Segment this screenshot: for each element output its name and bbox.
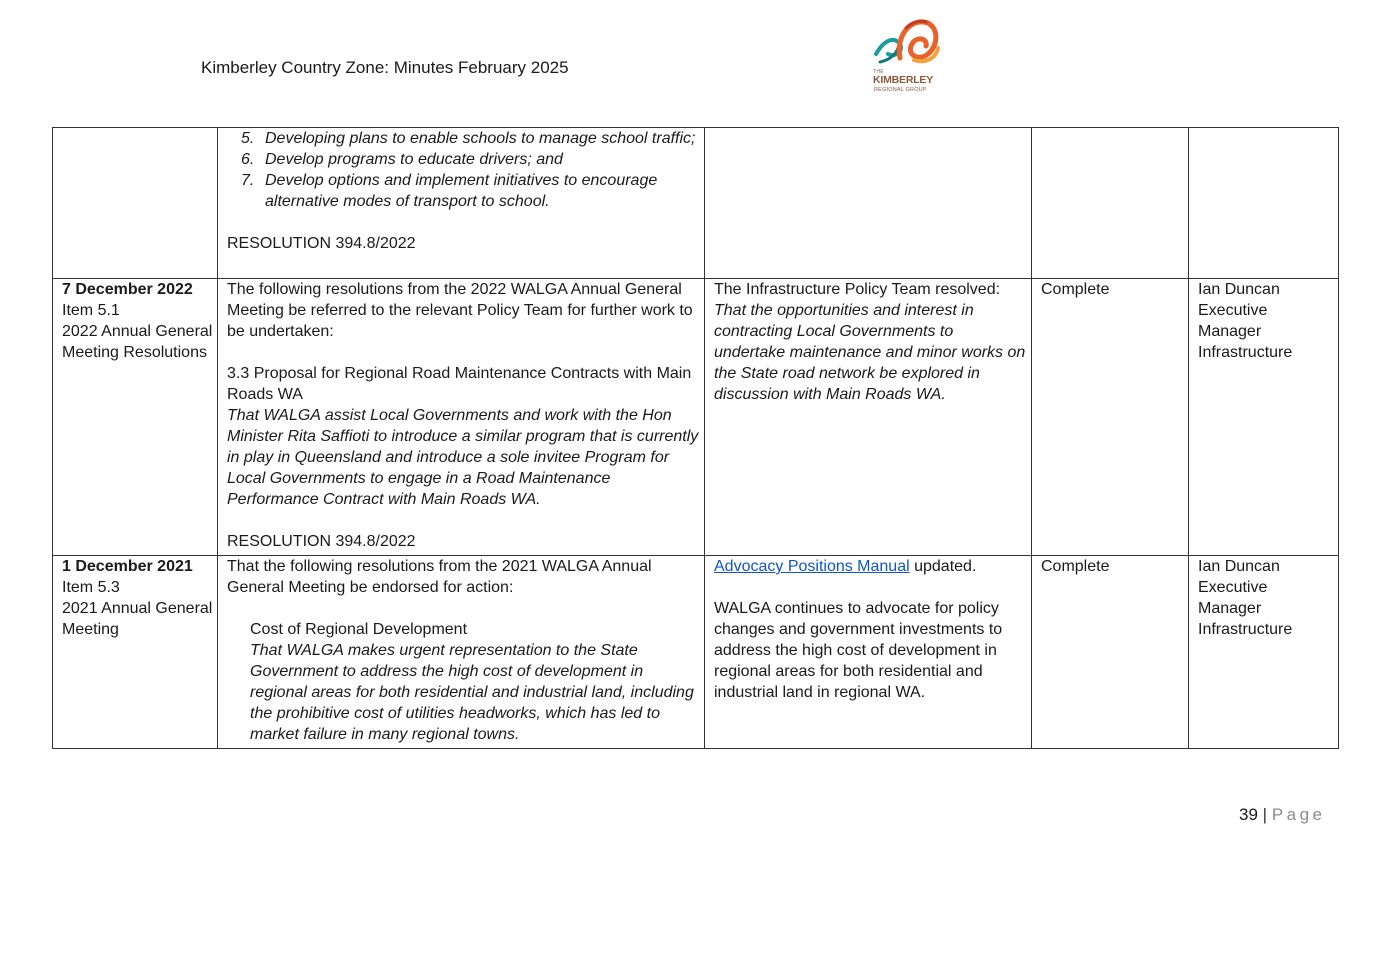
logo-subtitle-text: REGIONAL GROUP <box>874 87 927 93</box>
responsible-cell <box>1189 128 1339 279</box>
table-row <box>53 128 1339 279</box>
meeting-name: 2022 Annual General Meeting Resolutions <box>62 323 213 361</box>
resolution-number: RESOLUTION 394.8/2022 <box>227 235 416 252</box>
action-detail: WALGA continues to advocate for policy changes and government investments to address the high cost of development in regional areas for both residential and industrial land in regional WA. <box>714 600 1003 701</box>
list-item: 6. Develop programs to educate drivers; and <box>241 151 563 168</box>
resolution-cell <box>218 279 705 556</box>
page-label: Page <box>1271 805 1326 824</box>
status-cell <box>1032 128 1189 279</box>
resolution-intro: That the following resolutions from the 2021 WALGA Annual General Meeting be endorsed for action: <box>227 558 652 596</box>
meeting-date: 7 December 2022 <box>62 281 193 298</box>
action-detail: That the opportunities and interest in contracting Local Governments to undertake maintenance and minor works on the State road network be explored in discussion with Main Roads WA. <box>714 302 1026 403</box>
resolution-subheading: 3.3 Proposal for Regional Road Maintenance Contracts with Main Roads WA <box>227 365 692 403</box>
list-item: 5. Developing plans to enable schools to manage school traffic; <box>241 130 696 147</box>
date-cell <box>53 279 218 556</box>
responsible-cell: Ian Duncan Executive Manager Infrastructure <box>1189 279 1339 556</box>
meeting-date: 1 December 2021 <box>62 558 193 575</box>
status-cell: Complete <box>1032 279 1189 556</box>
resolution-cell <box>218 128 705 279</box>
list-item: 7. Develop options and implement initiatives to encourage alternative modes of transport to school. <box>241 172 658 210</box>
resolution-detail: That WALGA makes urgent representation to the State Government to address the high cost of development in regional areas for both residential and industrial land, including the prohibitive cost of utilities headworks, which has led to market failure in many regional towns. <box>250 642 694 743</box>
item-number: Item 5.3 <box>62 579 120 596</box>
resolution-intro: The following resolutions from the 2022 WALGA Annual General Meeting be referred to the relevant Policy Team for further work to be undertaken: <box>227 281 693 340</box>
logo-small-text: THE <box>873 69 884 75</box>
meeting-name: 2021 Annual General Meeting <box>62 600 213 638</box>
table-row <box>53 556 1339 749</box>
page-separator: | <box>1262 805 1268 824</box>
action-cell <box>705 279 1032 556</box>
resolution-number: RESOLUTION 394.8/2022 <box>227 533 416 550</box>
status-cell: Complete <box>1032 556 1189 749</box>
item-number: Item 5.1 <box>62 302 120 319</box>
resolution-cell <box>218 556 705 749</box>
resolution-subheading: Cost of Regional Development <box>250 621 468 638</box>
action-link-line: Advocacy Positions Manual updated. <box>714 558 977 575</box>
page-number-value: 39 <box>1239 805 1258 824</box>
document-header-title: Kimberley Country Zone: Minutes February 2025 <box>201 58 569 77</box>
numbered-list <box>227 128 700 212</box>
responsible-cell: Ian Duncan Executive Manager Infrastructure <box>1189 556 1339 749</box>
kimberley-swirl-logo-icon <box>870 14 940 70</box>
page-number <box>1239 805 1326 825</box>
action-cell <box>705 556 1032 749</box>
advocacy-positions-manual-link[interactable]: Advocacy Positions Manual <box>714 558 910 575</box>
action-cell <box>705 128 1032 279</box>
date-cell <box>53 128 218 279</box>
resolutions-table <box>52 127 1339 749</box>
table-row <box>53 279 1339 556</box>
logo-name-text: KIMBERLEY <box>873 74 934 86</box>
kimberley-regional-group-logo <box>866 14 946 98</box>
resolution-detail: That WALGA assist Local Governments and work with the Hon Minister Rita Saffioti to introduce a similar program that is currently in play in Queensland and introduce a sole invitee Program for Local Governments to engage in a Road Maintenance Performance Contract with Main Roads WA. <box>227 407 699 508</box>
action-intro: The Infrastructure Policy Team resolved: <box>714 281 1001 298</box>
date-cell <box>53 556 218 749</box>
